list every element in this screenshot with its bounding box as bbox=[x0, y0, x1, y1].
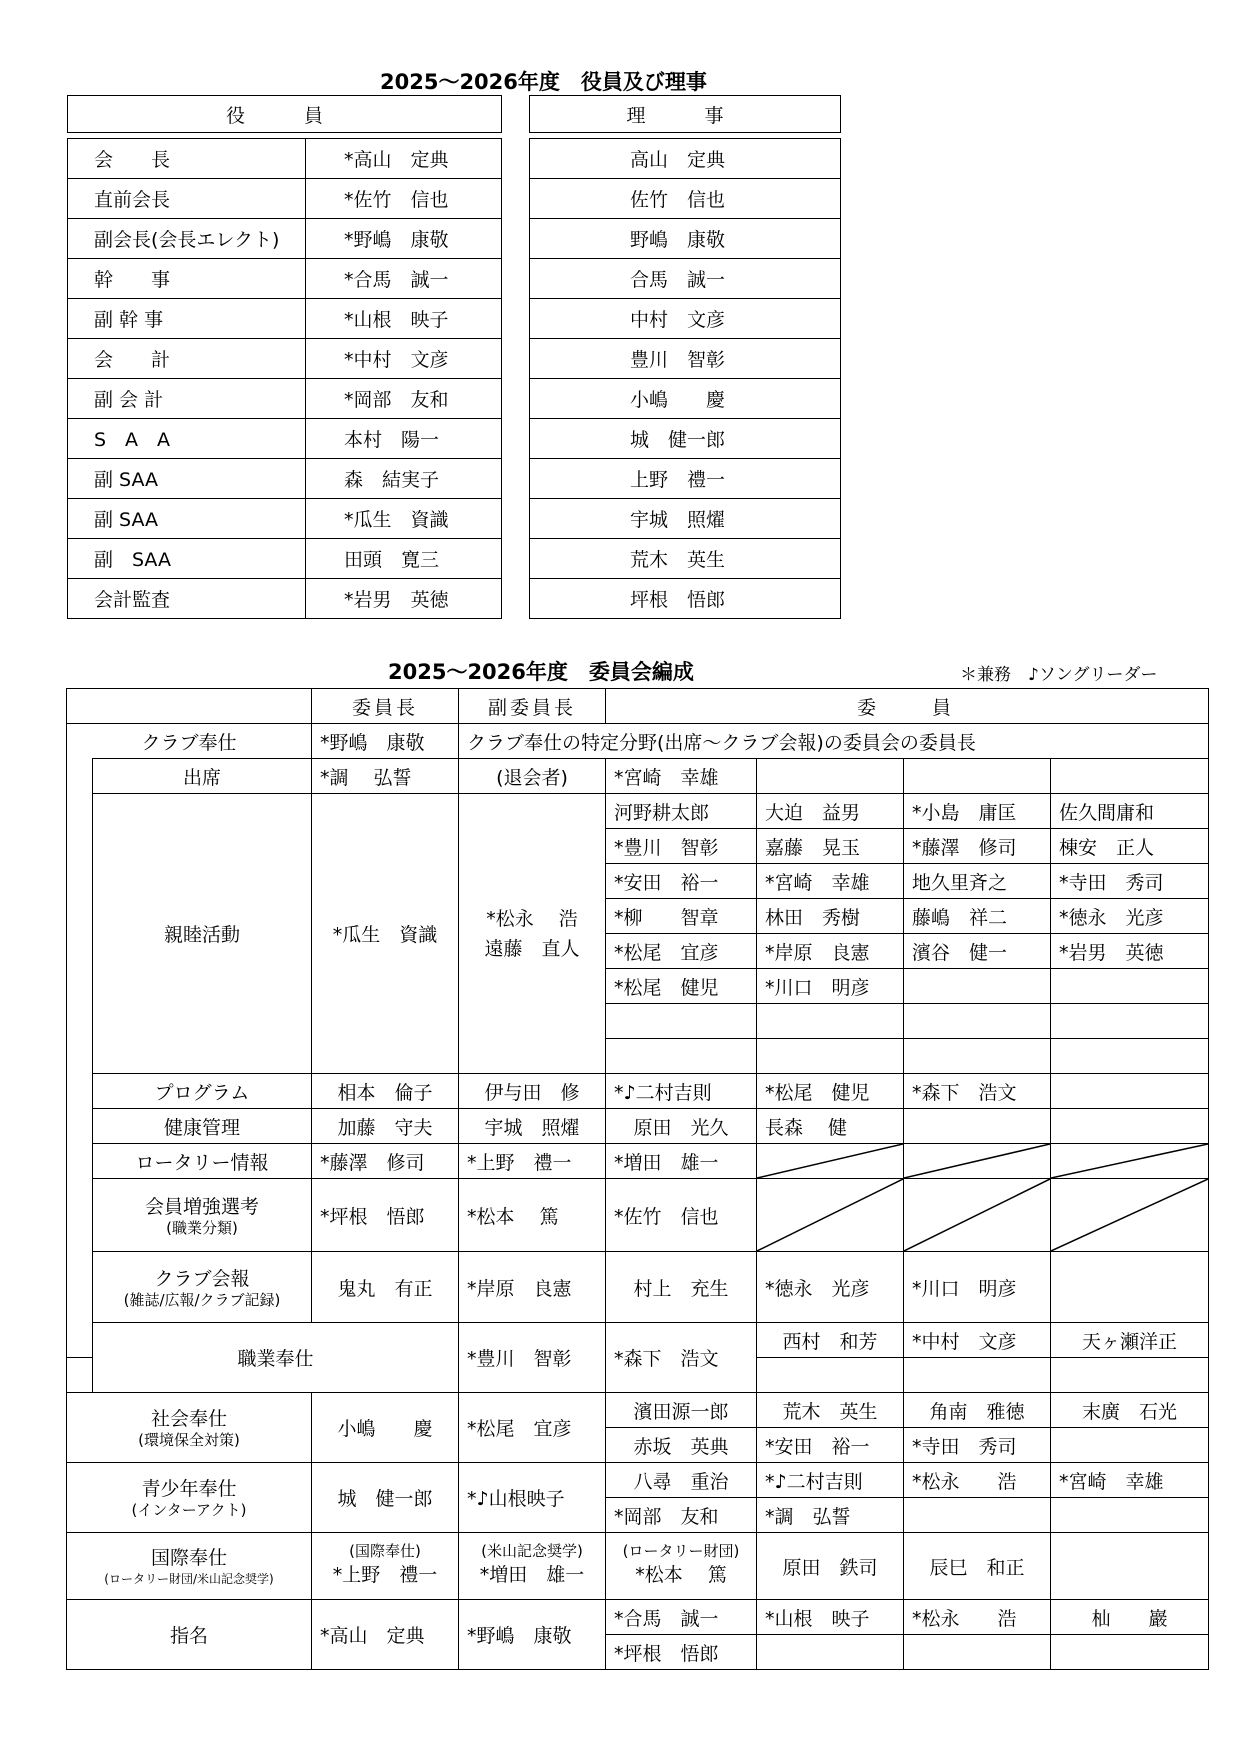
officer-role: S A A bbox=[68, 419, 306, 459]
officer-name: *山根 映子 bbox=[306, 299, 502, 339]
table-row bbox=[67, 1533, 1209, 1600]
fellowship-member: 河野耕太郎 bbox=[606, 794, 757, 829]
officer-name: *佐竹 信也 bbox=[306, 179, 502, 219]
directors-header: 理 事 bbox=[530, 96, 841, 133]
director-row bbox=[530, 459, 841, 499]
empty-cell bbox=[1051, 969, 1209, 1004]
empty-cell bbox=[757, 1039, 904, 1074]
officer-row bbox=[68, 179, 502, 219]
diagonal-cell bbox=[1051, 1144, 1209, 1179]
director-row bbox=[530, 379, 841, 419]
director-name: 上野 禮一 bbox=[530, 459, 841, 499]
vocational-vice: *森下 浩文 bbox=[606, 1323, 757, 1393]
empty-cell bbox=[904, 759, 1051, 794]
table-row bbox=[67, 1600, 1209, 1635]
membership-sublabel: (職業分類) bbox=[166, 1218, 238, 1237]
officer-name: *中村 文彦 bbox=[306, 339, 502, 379]
bulletin-chair: 鬼丸 有正 bbox=[312, 1252, 459, 1323]
health-member: 原田 光久 bbox=[606, 1109, 757, 1144]
community-member: 荒木 英生 bbox=[757, 1393, 904, 1428]
officer-row bbox=[68, 339, 502, 379]
fellowship-vice-1: *松永 浩 bbox=[486, 907, 578, 930]
membership-label-cell bbox=[93, 1179, 312, 1252]
international-vice: *増田 雄一 bbox=[479, 1563, 585, 1586]
empty-cell bbox=[67, 1358, 93, 1393]
youth-member: *宮崎 幸雄 bbox=[1051, 1463, 1209, 1498]
fellowship-member: *寺田 秀司 bbox=[1051, 864, 1209, 899]
bulletin-member: *徳永 光彦 bbox=[757, 1252, 904, 1323]
officer-name: *瓜生 資識 bbox=[306, 499, 502, 539]
rotary-info-chair: *藤澤 修司 bbox=[312, 1144, 459, 1179]
officer-name: *野嶋 康敬 bbox=[306, 219, 502, 259]
international-vice-cell bbox=[459, 1533, 606, 1600]
empty-cell bbox=[904, 1635, 1051, 1670]
officer-row bbox=[68, 459, 502, 499]
table-row bbox=[67, 1074, 1209, 1109]
officer-name: 本村 陽一 bbox=[306, 419, 502, 459]
officer-role: 副 SAA bbox=[68, 539, 306, 579]
community-member: *安田 裕一 bbox=[757, 1428, 904, 1463]
bulletin-label: クラブ会報 bbox=[154, 1267, 250, 1290]
table-row bbox=[67, 1393, 1209, 1428]
header-chair: 委員長 bbox=[312, 689, 459, 724]
director-name: 野嶋 康敬 bbox=[530, 219, 841, 259]
fellowship-member: *松尾 健児 bbox=[606, 969, 757, 1004]
diagonal-cell bbox=[757, 1179, 904, 1252]
program-member: *♪二村吉則 bbox=[606, 1074, 757, 1109]
bulletin-member: 村上 充生 bbox=[606, 1252, 757, 1323]
header-members: 委 員 bbox=[606, 689, 1209, 724]
officer-name: *岩男 英徳 bbox=[306, 579, 502, 619]
nomination-member: 杣 巖 bbox=[1051, 1600, 1209, 1635]
community-label-cell bbox=[67, 1393, 312, 1463]
officer-role: 会 計 bbox=[68, 339, 306, 379]
officer-role: 副 会 計 bbox=[68, 379, 306, 419]
header-vice: 副委員長 bbox=[459, 689, 606, 724]
officer-role: 幹 事 bbox=[68, 259, 306, 299]
vocational-member: 西村 和芳 bbox=[757, 1323, 904, 1358]
international-chair-cell bbox=[312, 1533, 459, 1600]
community-chair: 小嶋 慶 bbox=[312, 1393, 459, 1463]
bulletin-label-cell bbox=[93, 1252, 312, 1323]
director-row bbox=[530, 339, 841, 379]
empty-cell bbox=[904, 1109, 1051, 1144]
youth-member: *松永 浩 bbox=[904, 1463, 1051, 1498]
youth-sublabel: (インターアクト) bbox=[131, 1501, 247, 1519]
director-row bbox=[530, 539, 841, 579]
empty-cell bbox=[1051, 1039, 1209, 1074]
club-service-chair: *野嶋 康敬 bbox=[312, 724, 459, 759]
empty-cell bbox=[904, 1039, 1051, 1074]
fellowship-member: 佐久間庸和 bbox=[1051, 794, 1209, 829]
director-name: 高山 定典 bbox=[530, 139, 841, 179]
table-row bbox=[67, 1179, 1209, 1252]
fellowship-member: 嘉藤 晃玉 bbox=[757, 829, 904, 864]
program-vice: 伊与田 修 bbox=[459, 1074, 606, 1109]
table-row bbox=[67, 1252, 1209, 1323]
officers-table bbox=[67, 95, 502, 619]
international-vice-note: (米山記念奨学) bbox=[481, 1541, 583, 1560]
officer-row bbox=[68, 539, 502, 579]
fellowship-member: *柳 智章 bbox=[606, 899, 757, 934]
fellowship-member: 林田 秀樹 bbox=[757, 899, 904, 934]
empty-cell bbox=[606, 1039, 757, 1074]
club-service-label: クラブ奉仕 bbox=[67, 724, 312, 759]
committee-table bbox=[66, 688, 1209, 1670]
health-chair: 加藤 守夫 bbox=[312, 1109, 459, 1144]
membership-member: *佐竹 信也 bbox=[606, 1179, 757, 1252]
director-row bbox=[530, 299, 841, 339]
fellowship-chair: *瓜生 資識 bbox=[312, 794, 459, 1074]
officer-row bbox=[68, 259, 502, 299]
empty-cell bbox=[757, 1004, 904, 1039]
international-sublabel: (ロータリー財団/米山記念奨学) bbox=[104, 1571, 274, 1586]
youth-vice: *♪山根映子 bbox=[459, 1463, 606, 1533]
empty-cell bbox=[1051, 759, 1209, 794]
fellowship-member: *岸原 良憲 bbox=[757, 934, 904, 969]
empty-cell bbox=[1051, 1498, 1209, 1533]
international-member: 辰巳 和正 bbox=[904, 1533, 1051, 1600]
empty-cell bbox=[1051, 1358, 1209, 1393]
empty-cell bbox=[1051, 1635, 1209, 1670]
fellowship-member: *徳永 光彦 bbox=[1051, 899, 1209, 934]
officer-row bbox=[68, 219, 502, 259]
director-name: 小嶋 慶 bbox=[530, 379, 841, 419]
table-row bbox=[67, 1144, 1209, 1179]
program-member: *森下 浩文 bbox=[904, 1074, 1051, 1109]
officer-row bbox=[68, 419, 502, 459]
officer-role: 副 SAA bbox=[68, 499, 306, 539]
officer-role: 副 SAA bbox=[68, 459, 306, 499]
officer-row bbox=[68, 139, 502, 179]
fellowship-vice-2: 遠藤 直人 bbox=[484, 937, 580, 960]
director-row bbox=[530, 579, 841, 619]
empty-cell bbox=[757, 1635, 904, 1670]
empty-cell bbox=[904, 969, 1051, 1004]
fellowship-member: *岩男 英徳 bbox=[1051, 934, 1209, 969]
nomination-member: *坪根 悟郎 bbox=[606, 1635, 757, 1670]
officer-role: 会計監査 bbox=[68, 579, 306, 619]
fellowship-member: 藤嶋 祥二 bbox=[904, 899, 1051, 934]
membership-vice: *松本 篤 bbox=[459, 1179, 606, 1252]
bulletin-sublabel: (雑誌/広報/クラブ記録) bbox=[123, 1290, 281, 1309]
officer-role: 副 幹 事 bbox=[68, 299, 306, 339]
director-name: 宇城 照燿 bbox=[530, 499, 841, 539]
empty-cell bbox=[904, 1498, 1051, 1533]
nomination-member: *松永 浩 bbox=[904, 1600, 1051, 1635]
empty-cell bbox=[904, 1004, 1051, 1039]
program-label: プログラム bbox=[93, 1074, 312, 1109]
officer-row bbox=[68, 499, 502, 539]
rotary-info-vice: *上野 禮一 bbox=[459, 1144, 606, 1179]
fellowship-member: 地久里斉之 bbox=[904, 864, 1051, 899]
director-row bbox=[530, 499, 841, 539]
international-member-lead: *松本 篤 bbox=[635, 1563, 727, 1586]
nomination-label: 指名 bbox=[67, 1600, 312, 1670]
youth-label-cell bbox=[67, 1463, 312, 1533]
director-row bbox=[530, 219, 841, 259]
membership-label: 会員増強選考 bbox=[144, 1195, 259, 1218]
empty-cell bbox=[1051, 1428, 1209, 1463]
officer-name: *高山 定典 bbox=[306, 139, 502, 179]
rotary-info-label: ロータリー情報 bbox=[93, 1144, 312, 1179]
officer-role: 直前会長 bbox=[68, 179, 306, 219]
officer-name: *岡部 友和 bbox=[306, 379, 502, 419]
fellowship-member: *松尾 宜彦 bbox=[606, 934, 757, 969]
nomination-vice: *野嶋 康敬 bbox=[459, 1600, 606, 1670]
nomination-member: *合馬 誠一 bbox=[606, 1600, 757, 1635]
fellowship-member: *豊川 智彰 bbox=[606, 829, 757, 864]
officer-row bbox=[68, 579, 502, 619]
empty-cell bbox=[904, 1358, 1051, 1393]
bulletin-member: *川口 明彦 bbox=[904, 1252, 1051, 1323]
community-vice: *松尾 宜彦 bbox=[459, 1393, 606, 1463]
officer-name: 田頭 寛三 bbox=[306, 539, 502, 579]
diagonal-cell bbox=[904, 1179, 1051, 1252]
youth-member: 八尋 重治 bbox=[606, 1463, 757, 1498]
community-member: 濱田源一郎 bbox=[606, 1393, 757, 1428]
empty-cell bbox=[757, 759, 904, 794]
attendance-vice: (退会者) bbox=[459, 759, 606, 794]
international-chair: *上野 禮一 bbox=[332, 1563, 438, 1586]
international-member: 原田 鉄司 bbox=[757, 1533, 904, 1600]
director-name: 中村 文彦 bbox=[530, 299, 841, 339]
program-chair: 相本 倫子 bbox=[312, 1074, 459, 1109]
officer-name: *合馬 誠一 bbox=[306, 259, 502, 299]
vocational-member: *中村 文彦 bbox=[904, 1323, 1051, 1358]
officers-title: 2025～2026年度 役員及び理事 bbox=[380, 70, 707, 94]
diagonal-cell bbox=[904, 1144, 1051, 1179]
empty-cell bbox=[1051, 1109, 1209, 1144]
bulletin-vice: *岸原 良憲 bbox=[459, 1252, 606, 1323]
empty-cell bbox=[606, 1004, 757, 1039]
youth-member: *調 弘誓 bbox=[757, 1498, 904, 1533]
international-label-cell bbox=[67, 1533, 312, 1600]
empty-cell bbox=[1051, 1252, 1209, 1323]
attendance-member: *宮崎 幸雄 bbox=[606, 759, 757, 794]
diagonal-cell bbox=[757, 1144, 904, 1179]
health-label: 健康管理 bbox=[93, 1109, 312, 1144]
corner-cell bbox=[67, 689, 312, 724]
officer-name: 森 結実子 bbox=[306, 459, 502, 499]
directors-table bbox=[529, 95, 841, 619]
fellowship-member: *宮崎 幸雄 bbox=[757, 864, 904, 899]
empty-cell bbox=[757, 1358, 904, 1393]
nomination-member: *山根 映子 bbox=[757, 1600, 904, 1635]
fellowship-vice bbox=[459, 794, 606, 1074]
director-name: 荒木 英生 bbox=[530, 539, 841, 579]
community-member: 赤坂 英典 bbox=[606, 1428, 757, 1463]
officers-header: 役 員 bbox=[68, 96, 502, 133]
legend: ＊兼務 ♪ソングリーダー bbox=[960, 665, 1158, 685]
international-chair-note: (国際奉仕) bbox=[349, 1541, 421, 1560]
table-row bbox=[67, 1109, 1209, 1144]
officer-row bbox=[68, 299, 502, 339]
diagonal-cell bbox=[1051, 1179, 1209, 1252]
community-label: 社会奉仕 bbox=[150, 1408, 227, 1430]
club-service-spine bbox=[67, 759, 93, 1358]
fellowship-member: 大迫 益男 bbox=[757, 794, 904, 829]
fellowship-member: *安田 裕一 bbox=[606, 864, 757, 899]
committee-title: 2025～2026年度 委員会編成 bbox=[388, 660, 694, 684]
table-row bbox=[67, 1463, 1209, 1498]
rotary-info-member: *増田 雄一 bbox=[606, 1144, 757, 1179]
youth-member: *岡部 友和 bbox=[606, 1498, 757, 1533]
health-vice: 宇城 照燿 bbox=[459, 1109, 606, 1144]
community-sublabel: (環境保全対策) bbox=[138, 1431, 240, 1449]
youth-chair: 城 健一郎 bbox=[312, 1463, 459, 1533]
director-name: 佐竹 信也 bbox=[530, 179, 841, 219]
table-row bbox=[67, 794, 1209, 829]
fellowship-member: *川口 明彦 bbox=[757, 969, 904, 1004]
membership-chair: *坪根 悟郎 bbox=[312, 1179, 459, 1252]
youth-label: 青少年奉仕 bbox=[141, 1478, 237, 1500]
officer-role: 副会長(会長エレクト) bbox=[68, 219, 306, 259]
youth-member: *♪二村吉則 bbox=[757, 1463, 904, 1498]
vocational-member: 天ヶ瀬洋正 bbox=[1051, 1323, 1209, 1358]
fellowship-member: *藤澤 修司 bbox=[904, 829, 1051, 864]
vocational-chair: *豊川 智彰 bbox=[459, 1323, 606, 1393]
program-member: *松尾 健児 bbox=[757, 1074, 904, 1109]
club-service-note: クラブ奉仕の特定分野(出席～クラブ会報)の委員会の委員長 bbox=[459, 724, 1209, 759]
attendance-chair: *調 弘誓 bbox=[312, 759, 459, 794]
table-row bbox=[67, 724, 1209, 759]
officer-row bbox=[68, 379, 502, 419]
director-name: 合馬 誠一 bbox=[530, 259, 841, 299]
fellowship-label: 親睦活動 bbox=[93, 794, 312, 1074]
officer-role: 会 長 bbox=[68, 139, 306, 179]
international-member-cell bbox=[606, 1533, 757, 1600]
community-member: *寺田 秀司 bbox=[904, 1428, 1051, 1463]
health-member: 長森 健 bbox=[757, 1109, 904, 1144]
international-label: 国際奉仕 bbox=[150, 1546, 227, 1569]
vocational-label: 職業奉仕 bbox=[93, 1323, 459, 1393]
director-row bbox=[530, 179, 841, 219]
director-name: 豊川 智彰 bbox=[530, 339, 841, 379]
table-row bbox=[67, 1323, 1209, 1358]
director-row bbox=[530, 139, 841, 179]
director-name: 城 健一郎 bbox=[530, 419, 841, 459]
director-row bbox=[530, 419, 841, 459]
empty-cell bbox=[1051, 1074, 1209, 1109]
fellowship-member: *小島 庸匡 bbox=[904, 794, 1051, 829]
empty-cell bbox=[1051, 1533, 1209, 1600]
fellowship-member: 棟安 正人 bbox=[1051, 829, 1209, 864]
table-row bbox=[67, 759, 1209, 794]
director-name: 坪根 悟郎 bbox=[530, 579, 841, 619]
nomination-chair: *高山 定典 bbox=[312, 1600, 459, 1670]
director-row bbox=[530, 259, 841, 299]
fellowship-member: 濱谷 健一 bbox=[904, 934, 1051, 969]
attendance-label: 出席 bbox=[93, 759, 312, 794]
community-member: 角南 雅徳 bbox=[904, 1393, 1051, 1428]
community-member: 末廣 石光 bbox=[1051, 1393, 1209, 1428]
international-member-note: (ロータリー財団) bbox=[622, 1541, 740, 1560]
empty-cell bbox=[1051, 1004, 1209, 1039]
